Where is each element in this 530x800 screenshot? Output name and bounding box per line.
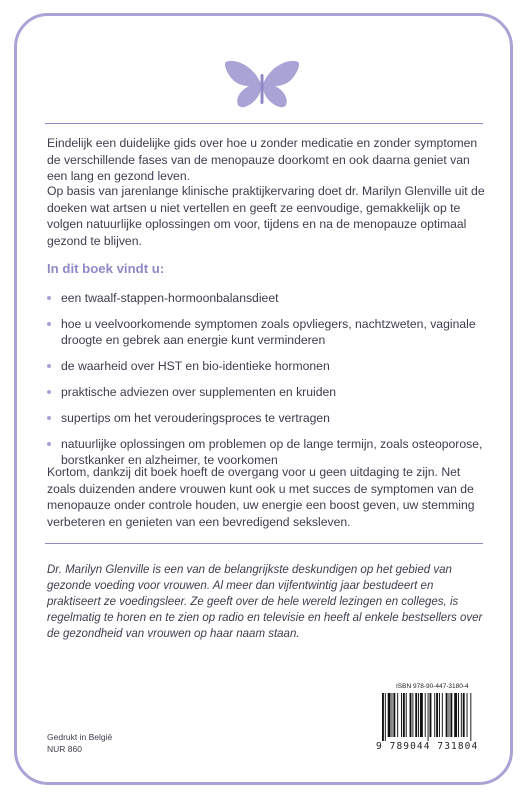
- feature-list: [47, 290, 492, 478]
- bullet-icon: [47, 416, 51, 420]
- list-item: [47, 410, 492, 426]
- isbn-label: ISBN 978-90-447-3180-4: [396, 683, 469, 690]
- bullet-icon: [47, 364, 51, 368]
- list-item-text: de waarheid over HST en bio-identieke hormonen: [61, 359, 330, 373]
- divider-top: [45, 123, 483, 124]
- list-item-text: een twaalf-stappen-hormoonbalansdieet: [61, 291, 279, 305]
- barcode-bars: [376, 693, 506, 741]
- barcode: [376, 683, 506, 757]
- list-item-text: supertips om het verouderingsproces te vertragen: [61, 411, 330, 425]
- butterfly-icon: [223, 60, 301, 110]
- list-item-text: hoe u veelvoorkomende symptomen zoals opvliegers, nachtzweten, vaginale droogte en gebrek aan energie kunt verminderen: [61, 317, 476, 347]
- divider-bottom: [45, 543, 483, 544]
- intro-paragraph-2: Op basis van jarenlange klinische praktijkervaring doet dr. Marilyn Glenville uit de doeken wat artsen u niet vertellen en geeft ze eenvoudige, gemakkelijk op te volgen natuurlijke oplossingen om voor, tijdens en na de menopauze optimaal gezond te blijven.: [47, 184, 485, 248]
- bullet-icon: [47, 296, 51, 300]
- list-item: [47, 290, 492, 306]
- bullet-icon: [47, 390, 51, 394]
- bullet-icon: [47, 442, 51, 446]
- intro-paragraph-1: Eindelijk een duidelijke gids over hoe u zonder medicatie en zonder symptomen de verschillende fases van de menopauze doorkomt en ook daarna geniet van een lang en gezond leven.: [47, 136, 478, 183]
- printed-in-label: Gedrukt in België: [47, 732, 113, 742]
- closing-paragraph: Kortom, dankzij dit boek hoeft de overgang voor u geen uitdaging te zijn. Net zoals duizenden andere vrouwen kunt ook u met succes de symptomen van de menopauze onder controle houden, uw energie een boost geven, uw stemming verbeteren en genieten van een bevredigend seksleven.: [47, 465, 475, 529]
- bullet-icon: [47, 322, 51, 326]
- section-heading: In dit boek vindt u:: [47, 261, 165, 276]
- list-item: [47, 316, 492, 348]
- imprint: [47, 731, 112, 755]
- barcode-digits: 9 789044 731804: [376, 741, 479, 752]
- list-item-text: natuurlijke oplossingen om problemen op de lange termijn, zoals osteoporose, borstkanker en alzheimer, te voorkomen: [61, 437, 483, 467]
- nur-code: NUR 860: [47, 744, 82, 754]
- list-item: [47, 358, 492, 374]
- author-bio: Dr. Marilyn Glenville is een van de belangrijkste deskundigen op het gebied van gezonde voeding voor vrouwen. Al meer dan vijfentwintig jaar bestudeert en praktiseert ze voedingsleer. Ze geeft over de hele wereld lezingen en colleges, is regelmatig te horen en te zien op radio en televisie en heeft al enkele bestsellers over de gezondheid van vrouwen op haar naam staan.: [47, 564, 483, 640]
- list-item: [47, 384, 492, 400]
- list-item-text: praktische adviezen over supplementen en kruiden: [61, 385, 337, 399]
